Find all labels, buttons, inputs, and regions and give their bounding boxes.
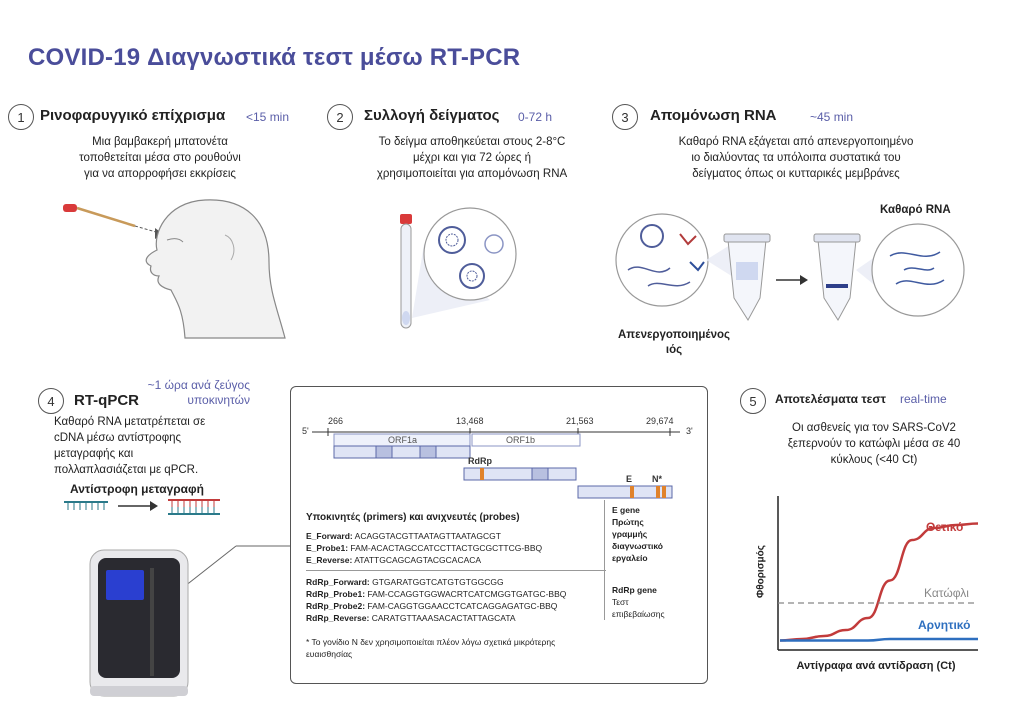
sample-tube-illustration <box>380 200 540 340</box>
step-3-title: Απομόνωση RNA <box>650 107 777 124</box>
threshold-label: Κατώφλι <box>924 586 969 600</box>
primer-row: RdRp_Probe2: FAM-CAGGTGGAACCTCATCAGGAGATGC-BBQ <box>306 601 558 611</box>
rdrp-primer-list <box>306 576 566 624</box>
orf1a-label: ORF1a <box>388 435 418 445</box>
rna-isolation-illustration <box>608 200 968 330</box>
y-axis-label: Φθορισμός <box>755 545 767 598</box>
orf1b-label: ORF1b <box>506 435 536 445</box>
step-3-description: Καθαρό RNA εξάγεται από απενεργοποιημένο ιο διαλύοντας τα υπόλοιπα συστατικά του δείγματος όπως οι κυτταρικές μεμβράνες <box>678 136 914 180</box>
step-4-time: ~1 ώρα ανά ζεύγος υποκινητών <box>147 378 250 407</box>
e-gene-label: E <box>626 474 633 484</box>
step-2-title: Συλλογή δείγματος <box>364 107 500 124</box>
tube-before-icon <box>724 234 770 320</box>
genome-5prime: 5' <box>302 426 309 436</box>
nasal-swab-illustration <box>55 190 295 340</box>
step-1-time: <15 min <box>246 110 290 124</box>
primer-divider <box>306 570 606 571</box>
rdrp-label: RdRp <box>468 456 492 466</box>
sample-tube-icon <box>400 214 412 328</box>
step-5-time: real-time <box>900 392 947 406</box>
step-2-time: 0-72 h <box>518 110 553 124</box>
head-profile-icon <box>146 200 285 338</box>
pure-rna-circle <box>872 224 964 316</box>
step-5-number: 5 <box>740 388 766 414</box>
genome-map <box>300 412 700 502</box>
rna-strand-icon <box>64 502 108 510</box>
n-gene-footnote: * Το γονίδιο N δεν χρησιμοποιείται πλέον λόγω σχετικά μικρότερης ευαισθησίας <box>306 637 556 659</box>
swab-icon <box>63 204 163 239</box>
step-1-number: 1 <box>8 104 34 130</box>
reverse-transcription-label: Αντίστροφη μεταγραφή <box>70 482 204 496</box>
virus-zoom-circle <box>424 208 516 300</box>
step-5-description: Οι ασθενείς για τον SARS-CoV2 ξεπερνούν το κατώφλι μέσα σε 40 κύκλους (<40 Ct) <box>787 422 961 466</box>
step-4-number: 4 <box>38 388 64 414</box>
reverse-transcription-diagram <box>60 496 230 520</box>
genome-pos-29674: 29,674 <box>646 416 674 426</box>
genome-pos-13468: 13,468 <box>456 416 484 426</box>
page-title: COVID-19 Διαγνωστικά τεστ μέσω RT-PCR <box>28 44 521 71</box>
e-gene-note: E gene Πρώτης γραμμής διαγνωστικό εργαλείο <box>612 505 663 563</box>
step-5-title: Αποτελέσματα τεστ <box>775 392 886 406</box>
step-2-number: 2 <box>327 104 353 130</box>
primer-row: RdRp_Probe1: FAM-CCAGGTGGWACRTCATCMGGTGATGC-BBQ <box>306 589 567 599</box>
n-gene-label: N* <box>652 474 663 484</box>
pcr-machine-icon <box>90 550 188 696</box>
gene-divider <box>604 500 605 620</box>
negative-series-label: Αρνητικό <box>918 618 971 632</box>
positive-series-label: Θετικό <box>926 520 964 534</box>
rdrp-gene-note: RdRp gene Τεστ επιβεβαίωσης <box>612 585 665 619</box>
genome-pos-266: 266 <box>328 416 344 426</box>
inactive-virus-label: Απενεργοποιημένος ιός <box>618 329 730 356</box>
genome-pos-21563: 21,563 <box>566 416 594 426</box>
cdna-strand-icon <box>168 500 220 514</box>
pcr-machine-illustration <box>84 540 294 704</box>
step-1-description: Μια βαμβακερή μπατονέτα τοποθετείται μέσα στο ρουθούνι για να απορροφήσει εκκρίσεις <box>79 136 241 180</box>
primer-row: E_Reverse: ATATTGCAGCAGTACGCACACA <box>306 555 482 565</box>
primer-row: RdRp_Forward: GTGARATGGTCATGTGTGGCGG <box>306 577 504 587</box>
step-3-time: ~45 min <box>810 110 854 124</box>
step-4-description: Καθαρό RNA μετατρέπεται σε cDNA μέσω αντίστροφης μεταγραφής και πολλαπλασιάζεται με qPCR. <box>54 416 206 476</box>
primers-heading: Υποκινητές (primers) και ανιχνευτές (probes) <box>306 512 520 523</box>
inactive-virus-circle <box>616 214 708 306</box>
step-1-title: Ρινοφαρυγγικό επίχρισμα <box>40 107 226 124</box>
tube-after-icon <box>814 234 860 320</box>
primer-row: RdRp_Reverse: CARATGTTAAASACACTATTAGCATA <box>306 613 516 623</box>
e-primer-list <box>306 530 542 566</box>
step-3-number: 3 <box>612 104 638 130</box>
primer-row: E_Forward: ACAGGTACGTTAATAGTTAATAGCGT <box>306 531 501 541</box>
step-2-description: Το δείγμα αποθηκεύεται στους 2-8°C μέχρι και για 72 ώρες ή χρησιμοποιείται για απομόνωση RNA <box>376 136 568 180</box>
x-axis-label: Αντίγραφα ανά αντίδραση (Ct) <box>796 660 956 672</box>
pure-rna-label: Καθαρό RNA <box>880 204 951 216</box>
step-4-title: RT-qPCR <box>74 392 139 409</box>
genome-3prime: 3' <box>686 426 693 436</box>
primer-row: E_Probe1: FAM-ACACTAGCCATCCTTACTGCGCTTCG-BBQ <box>306 543 543 553</box>
